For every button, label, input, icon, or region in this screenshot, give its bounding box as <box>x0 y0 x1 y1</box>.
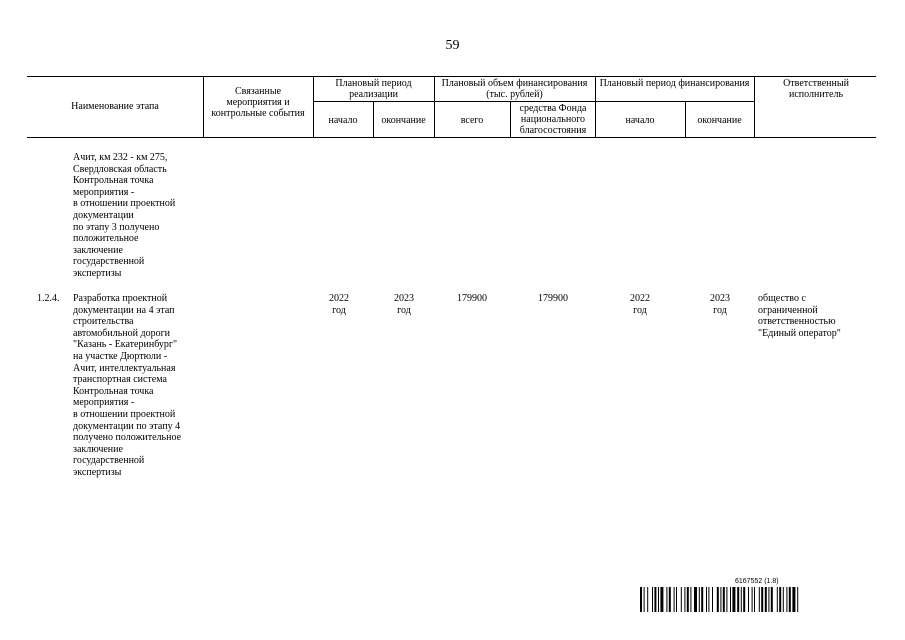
col-divider <box>313 76 314 137</box>
subheader-rule-fin-period <box>595 101 754 102</box>
col-divider <box>203 76 204 137</box>
header-planned-period-financing: Плановый период финансирования <box>599 78 750 89</box>
row-stage-name: Ачит, км 232 - км 275, Свердловская область Контрольная точка мероприятия - в отношении проектной документации по этапу 3 получено положительное заключение государственной экспертизы <box>73 152 176 279</box>
header-planned-period-realization: Плановый период реализации <box>335 78 412 100</box>
table-top-rule <box>27 76 876 77</box>
row-nwf: 179900 <box>538 293 568 304</box>
header-responsible: Ответственный исполнитель <box>783 78 849 100</box>
subheader-fin-start: начало <box>625 115 655 126</box>
row-stage-name: Разработка проектной документации на 4 этап строительства автомобильной дороги "Казань - Екатеринбург" на участке Дюртюли - Ачит, интеллектуальная транспортная система Контрольная точка мероприятия - в отношении проектной документации по этапу 4 получено положительное заключение государственной экспертизы <box>73 293 182 478</box>
document-barcode <box>640 578 857 614</box>
header-planned-financing-volume: Плановый объем финансирования (тыс. рублей) <box>441 78 588 100</box>
col-divider <box>510 101 511 137</box>
subheader-start: начало <box>328 115 358 126</box>
header-bottom-rule <box>27 137 876 138</box>
col-divider <box>595 76 596 137</box>
col-divider <box>754 76 755 137</box>
header-stage-name: Наименование этапа <box>71 101 159 112</box>
row-number: 1.2.4. <box>37 293 60 304</box>
barcode-caption: 6167552 (1.8) <box>735 578 779 585</box>
subheader-rule-financing <box>434 101 595 102</box>
row-fin-start: 2022 год <box>630 293 650 316</box>
row-responsible: общество с ограниченной ответственностью "Единый оператор" <box>758 293 841 339</box>
subheader-fin-end: окончание <box>697 115 742 126</box>
subheader-nwf: средства Фонда национального благосостояния <box>519 103 587 136</box>
row-start: 2022 год <box>329 293 349 316</box>
row-end: 2023 год <box>394 293 414 316</box>
subheader-end: окончание <box>381 115 426 126</box>
row-fin-end: 2023 год <box>710 293 730 316</box>
row-total: 179900 <box>457 293 487 304</box>
header-related-events: Связанные мероприятия и контрольные события <box>211 86 305 119</box>
col-divider <box>434 76 435 137</box>
subheader-total: всего <box>460 115 484 126</box>
barcode-icon <box>640 587 857 612</box>
page-number: 59 <box>445 38 460 53</box>
